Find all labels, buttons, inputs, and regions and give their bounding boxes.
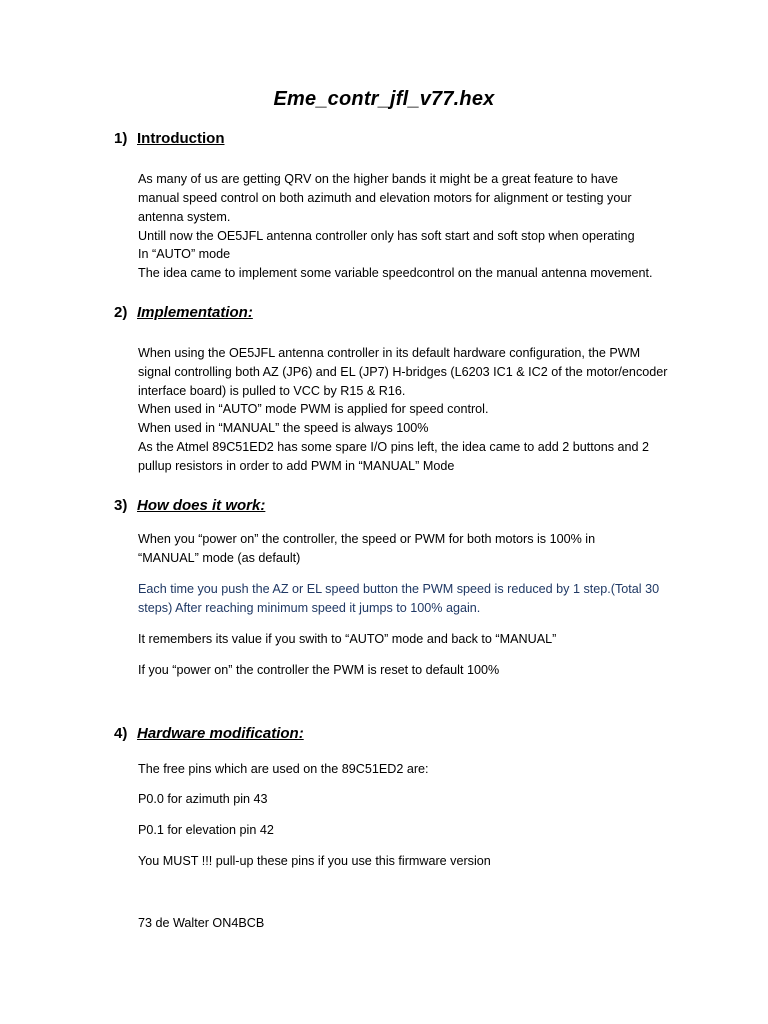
- paragraph-line: As the Atmel 89C51ED2 has some spare I/O pins left, the idea came to add 2 buttons and 2: [138, 440, 650, 454]
- paragraph-line: P0.0 for azimuth pin 43: [138, 792, 268, 806]
- paragraph-line: When used in “MANUAL” the speed is always 100%: [138, 421, 429, 435]
- highlighted-paragraph-line: steps) After reaching minimum speed it jumps to 100% again.: [138, 601, 481, 615]
- paragraph-line: manual speed control on both azimuth and elevation motors for alignment or testing your: [138, 191, 632, 205]
- highlighted-paragraph-line: Each time you push the AZ or EL speed button the PWM speed is reduced by 1 step.(Total 30: [138, 582, 660, 596]
- paragraph-line: When you “power on” the controller, the speed or PWM for both motors is 100% in: [138, 532, 596, 546]
- paragraph-line: pullup resistors in order to add PWM in “MANUAL” Mode: [138, 459, 455, 473]
- section-title: Hardware modification:: [137, 725, 304, 742]
- paragraph-line: “MANUAL” mode (as default): [138, 551, 301, 565]
- section-title: How does it work:: [137, 497, 266, 514]
- paragraph-line: The free pins which are used on the 89C51ED2 are:: [138, 762, 429, 776]
- section-number: 3): [114, 497, 128, 514]
- paragraph-line: interface board) is pulled to VCC by R15 & R16.: [138, 384, 406, 398]
- signature: 73 de Walter ON4BCB: [138, 916, 265, 930]
- paragraph-line: Untill now the OE5JFL antenna controller only has soft start and soft stop when operating: [138, 229, 635, 243]
- section-title: Implementation:: [137, 304, 253, 321]
- section-heading-implementation: [114, 304, 253, 321]
- section-heading-hardware-modification: [114, 725, 304, 742]
- section-number: 4): [114, 725, 128, 742]
- paragraph-line: The idea came to implement some variable speedcontrol on the manual antenna movement.: [138, 266, 653, 280]
- section-heading-introduction: [114, 130, 224, 147]
- section-title: Introduction: [137, 130, 225, 147]
- section-number: 2): [114, 304, 128, 321]
- paragraph-line: P0.1 for elevation pin 42: [138, 823, 274, 837]
- paragraph-line: You MUST !!! pull-up these pins if you use this firmware version: [138, 854, 491, 868]
- paragraph-line: When used in “AUTO” mode PWM is applied for speed control.: [138, 402, 489, 416]
- section-number: 1): [114, 130, 128, 147]
- paragraph-line: In “AUTO” mode: [138, 247, 231, 261]
- paragraph-line: If you “power on” the controller the PWM is reset to default 100%: [138, 663, 500, 677]
- paragraph-line: It remembers its value if you swith to “AUTO” mode and back to “MANUAL”: [138, 632, 557, 646]
- document-title: Eme_contr_jfl_v77.hex: [273, 88, 495, 110]
- section-heading-how-does-it-work: [114, 497, 265, 514]
- paragraph-line: As many of us are getting QRV on the higher bands it might be a great feature to have: [138, 172, 619, 186]
- paragraph-line: signal controlling both AZ (JP6) and EL (JP7) H-bridges (L6203 IC1 & IC2 of the motor/encoder: [138, 365, 668, 379]
- paragraph-line: antenna system.: [138, 210, 231, 224]
- paragraph-line: When using the OE5JFL antenna controller in its default hardware configuration, the PWM: [138, 346, 641, 360]
